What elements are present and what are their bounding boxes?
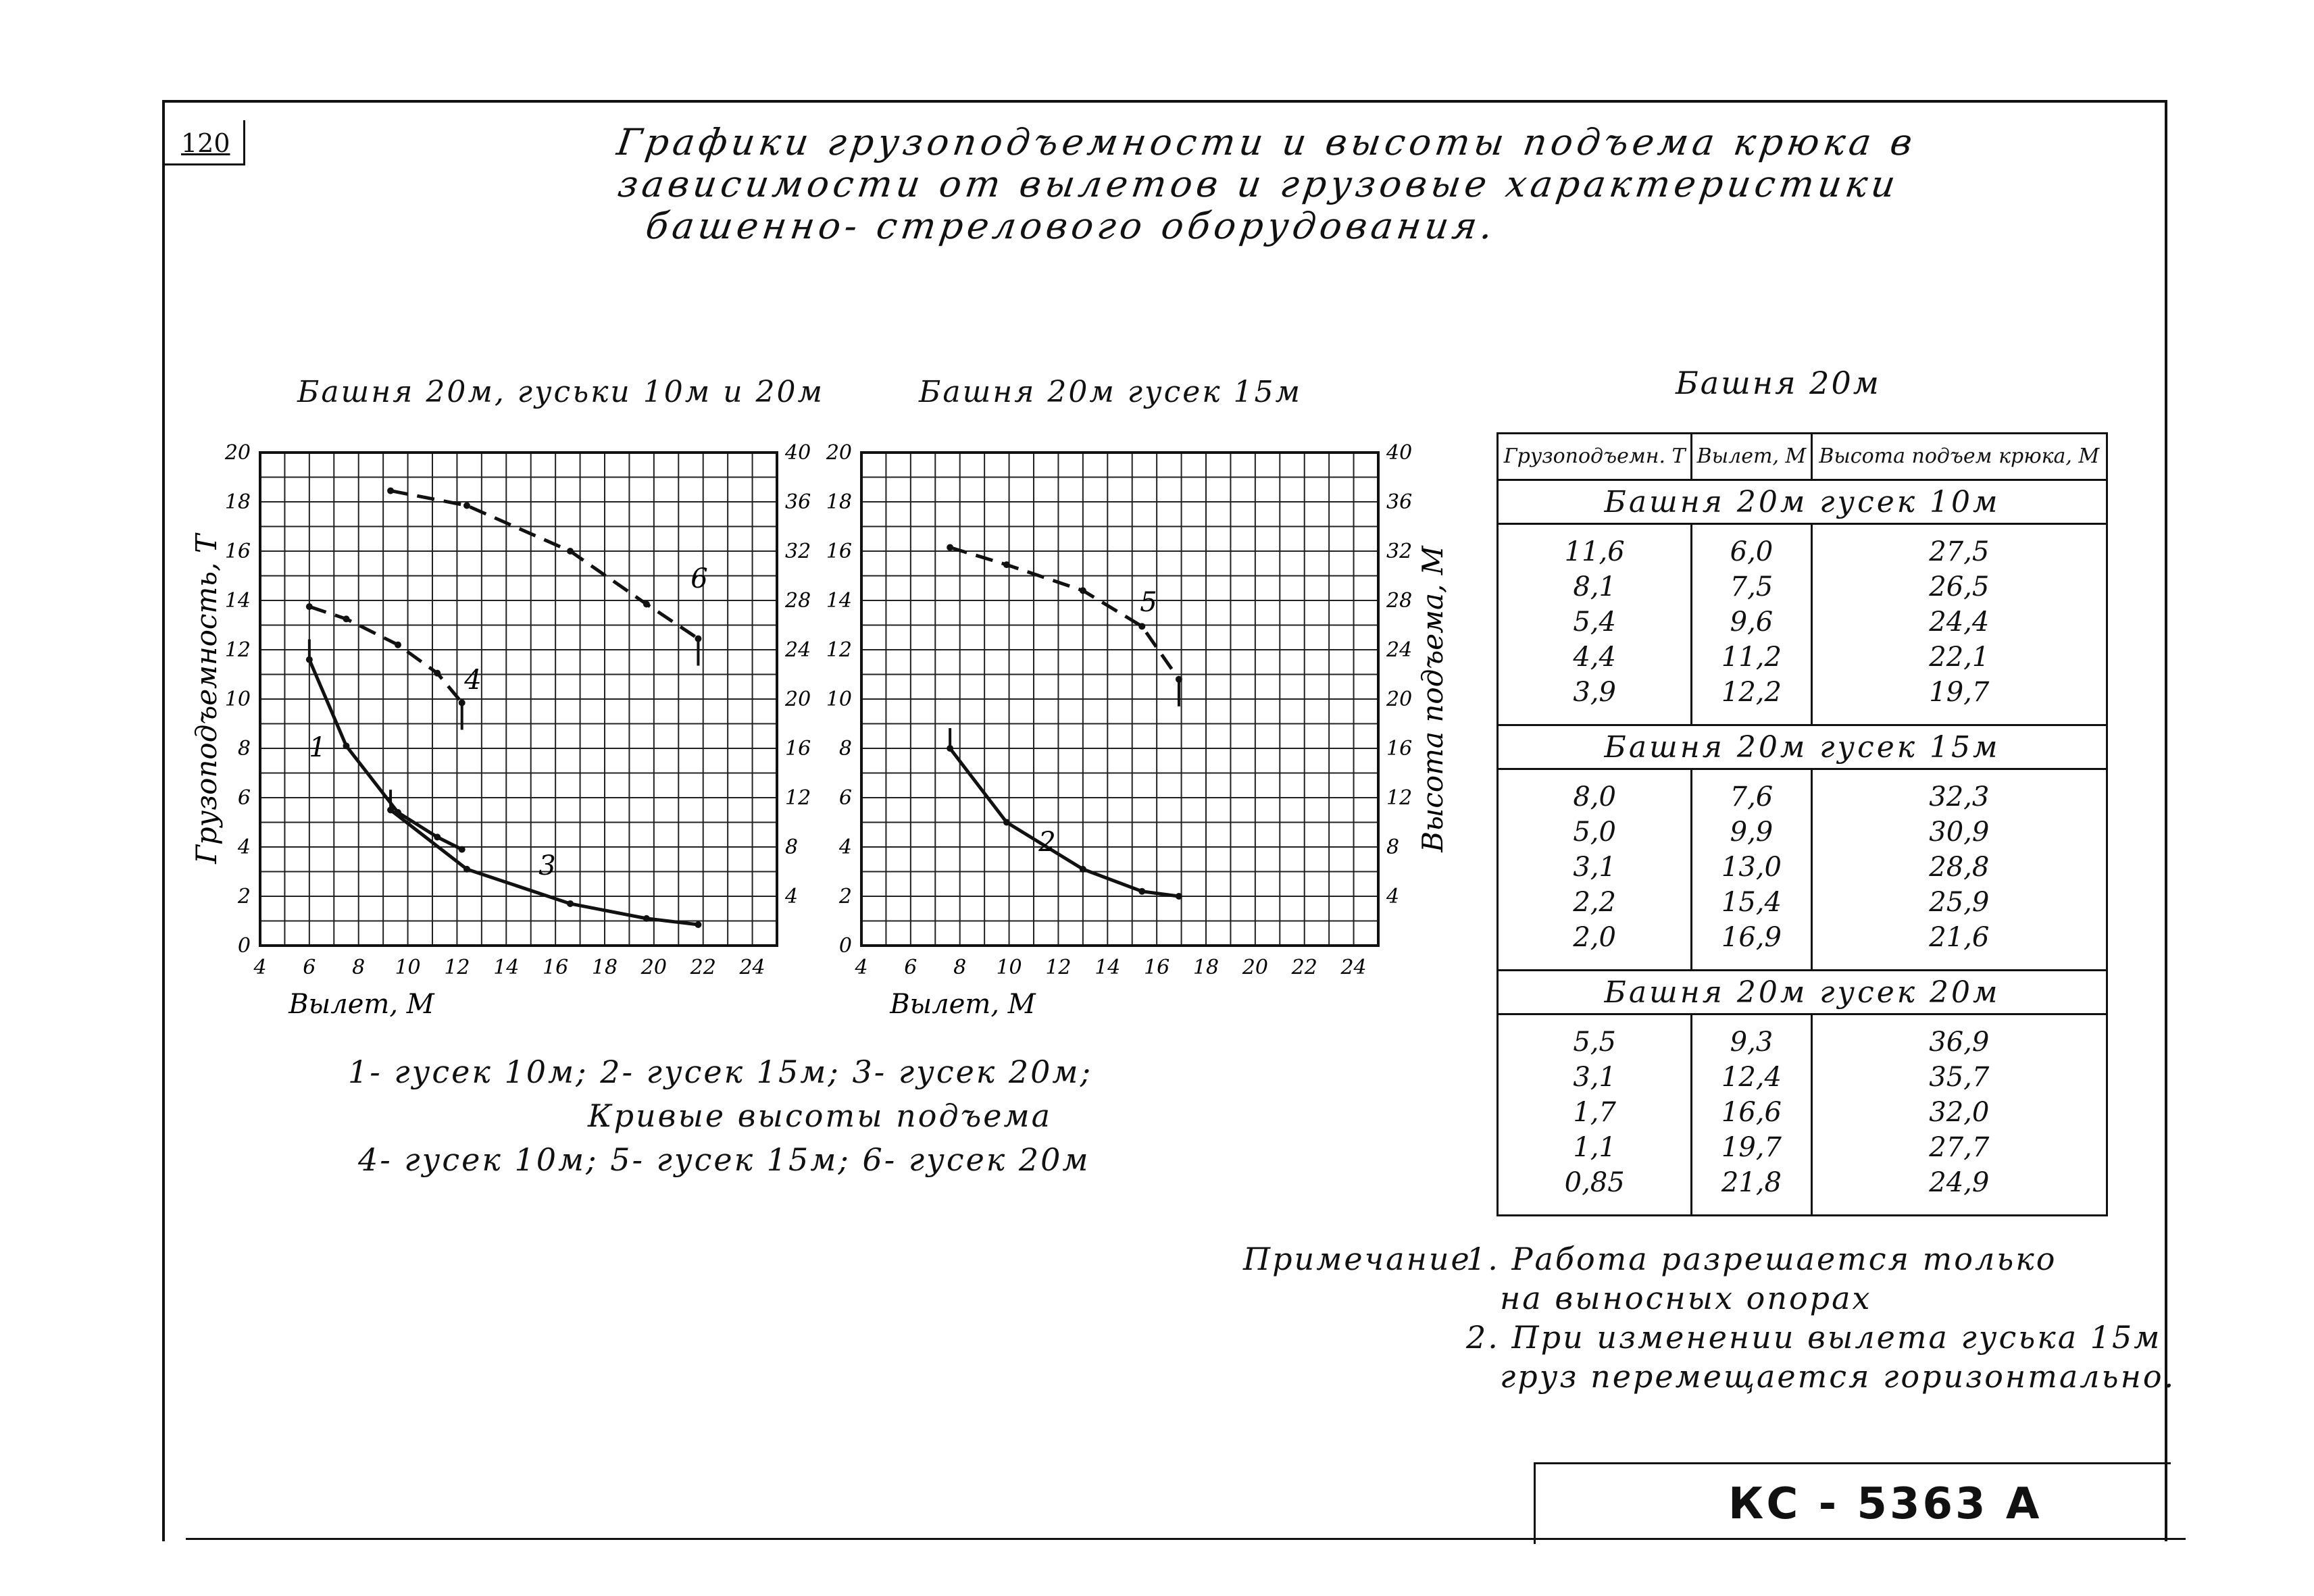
legend-line-1: 1- гусек 10м; 2- гусек 15м; 3- гусек 20м; <box>348 1054 1093 1090</box>
y2-tick-label: 32 <box>785 540 811 563</box>
x-tick-label: 14 <box>1095 956 1121 979</box>
x-tick-label: 18 <box>1192 956 1219 979</box>
y-tick-label: 10 <box>224 688 251 711</box>
series-label-6: 6 <box>690 563 708 594</box>
y2-axis-label: Высота подъема, М <box>1416 546 1449 852</box>
y2-tick-label: 24 <box>785 638 811 662</box>
table-value: 36,9 <box>1929 1027 1990 1058</box>
y-tick-label: 14 <box>224 589 251 613</box>
series-label-5: 5 <box>1140 587 1157 618</box>
y2-tick-label: 28 <box>785 589 811 613</box>
table-cell-load <box>1498 1014 1692 1216</box>
data-point-4 <box>343 615 350 622</box>
data-point-1 <box>459 846 466 853</box>
x-tick-label: 12 <box>444 956 470 979</box>
y-tick-label: 0 <box>237 934 251 958</box>
table-title: Башня 20м <box>1676 365 1881 401</box>
table-value: 3,9 <box>1573 677 1616 708</box>
table-value: 11,2 <box>1721 642 1782 673</box>
data-point-4 <box>306 603 313 610</box>
data-point-5 <box>1138 623 1145 629</box>
series-label-2: 2 <box>1038 827 1056 858</box>
table-value: 7,5 <box>1730 571 1774 602</box>
table-value: 3,1 <box>1573 1062 1616 1093</box>
data-point-4 <box>434 670 441 677</box>
table-cell-load <box>1498 524 1692 725</box>
x-tick-label: 16 <box>1144 956 1170 979</box>
model-code: КС - 5363 А <box>1728 1479 2042 1529</box>
x-tick-label: 4 <box>855 956 868 979</box>
table-value: 16,9 <box>1721 922 1782 953</box>
series-line-1 <box>309 660 462 850</box>
x-tick-label: 14 <box>493 956 520 979</box>
data-point-2 <box>1138 888 1145 895</box>
note-item-1: 1. Работа разрешается только <box>1466 1241 2057 1277</box>
x-tick-label: 10 <box>996 956 1022 979</box>
series-label-4: 4 <box>464 665 482 696</box>
y-tick-label: 18 <box>826 490 852 514</box>
table-value: 1,1 <box>1573 1132 1616 1163</box>
table-value: 15,4 <box>1721 887 1782 918</box>
table-value: 32,0 <box>1929 1097 1990 1128</box>
table-value: 30,9 <box>1929 817 1990 848</box>
legend-line-3: 4- гусек 10м; 5- гусек 15м; 6- гусек 20м <box>358 1141 1090 1178</box>
y2-tick-label: 4 <box>785 885 799 908</box>
table-value: 8,1 <box>1573 571 1616 602</box>
table-value: 27,5 <box>1929 536 1990 567</box>
y-tick-label: 20 <box>224 441 251 465</box>
table-value: 19,7 <box>1721 1132 1782 1163</box>
series-line-4 <box>309 607 462 702</box>
table-value: 8,0 <box>1573 781 1616 813</box>
table-cell-radius <box>1692 1014 1811 1216</box>
y2-tick-label: 8 <box>1386 835 1400 859</box>
y2-tick-label: 8 <box>785 835 799 859</box>
data-point-1 <box>434 833 441 840</box>
y2-tick-label: 16 <box>785 737 811 761</box>
left-chart-title: Башня 20м, гуськи 10м и 20м <box>297 375 824 409</box>
x-tick-label: 24 <box>739 956 765 979</box>
y2-tick-label: 36 <box>785 490 811 514</box>
y2-tick-label: 36 <box>1386 490 1413 514</box>
data-point-1 <box>343 742 350 749</box>
y-tick-label: 4 <box>237 835 251 859</box>
x-tick-label: 16 <box>543 956 569 979</box>
y-axis-label: Грузоподъемность, Т <box>190 534 223 864</box>
data-point-6 <box>463 502 470 509</box>
series-label-1: 1 <box>309 732 326 763</box>
title-line-1: Графики грузоподъемности и высоты подъема крюка в <box>614 121 1919 163</box>
x-tick-label: 20 <box>1242 956 1268 979</box>
drawing-stamp <box>1534 1462 2171 1544</box>
y2-tick-label: 32 <box>1386 540 1413 563</box>
x-tick-label: 8 <box>352 956 366 979</box>
table-value: 24,4 <box>1929 607 1990 638</box>
y2-tick-label: 40 <box>1386 441 1413 465</box>
y-tick-label: 2 <box>237 885 251 908</box>
table-value: 16,6 <box>1721 1097 1782 1128</box>
y-tick-label: 0 <box>838 934 852 958</box>
table-value: 24,9 <box>1929 1167 1990 1198</box>
table-row <box>1498 1014 2107 1216</box>
table-value: 0,85 <box>1564 1167 1625 1198</box>
table-value: 13,0 <box>1721 852 1782 883</box>
table-value: 5,0 <box>1573 817 1616 848</box>
table-value: 32,3 <box>1929 781 1990 813</box>
x-tick-label: 12 <box>1045 956 1072 979</box>
title-line-2: зависимости от вылетов и грузовые характеристики <box>615 163 1903 205</box>
table-cell-height <box>1811 1014 2107 1216</box>
table-value: 27,7 <box>1929 1132 1990 1163</box>
y-tick-label: 8 <box>838 737 852 761</box>
y-tick-label: 14 <box>826 589 852 613</box>
table-cell-height <box>1811 769 2107 971</box>
note-label: Примечание <box>1243 1241 1472 1277</box>
table-value: 26,5 <box>1929 571 1990 602</box>
header-height: Высота подъем крюка, М <box>1811 434 2107 480</box>
table-value: 12,2 <box>1721 677 1782 708</box>
table-section-1: Башня 20м гусек 10м <box>1498 480 2107 524</box>
data-point-3 <box>567 900 574 907</box>
data-point-4 <box>395 642 401 648</box>
title-line-3: башенно- стрелового оборудования. <box>643 205 1500 247</box>
data-point-6 <box>695 636 701 642</box>
table-section-2: Башня 20м гусек 15м <box>1498 725 2107 769</box>
note-item-2: 2. При изменении вылета гуська 15м <box>1466 1319 2162 1356</box>
y-tick-label: 20 <box>826 441 852 465</box>
data-point-1 <box>306 657 313 663</box>
table-value: 9,3 <box>1730 1027 1774 1058</box>
y2-tick-label: 4 <box>1386 885 1400 908</box>
data-point-5 <box>947 544 953 551</box>
x-tick-label: 18 <box>591 956 618 979</box>
table-value: 2,0 <box>1573 922 1616 953</box>
data-point-3 <box>643 915 650 922</box>
load-table <box>1496 432 2108 1216</box>
table-row <box>1498 769 2107 971</box>
table-value: 3,1 <box>1573 852 1616 883</box>
table-row <box>1498 524 2107 725</box>
y2-tick-label: 12 <box>1386 786 1413 810</box>
table-cell-radius <box>1692 769 1811 971</box>
y2-tick-label: 12 <box>785 786 811 810</box>
y-tick-label: 8 <box>237 737 251 761</box>
x-tick-label: 22 <box>690 956 716 979</box>
y-tick-label: 2 <box>838 885 852 908</box>
series-label-3: 3 <box>538 850 556 881</box>
y-tick-label: 16 <box>224 540 251 563</box>
data-point-4 <box>459 699 466 706</box>
table-cell-load <box>1498 769 1692 971</box>
x-tick-label: 4 <box>253 956 267 979</box>
table-value: 5,4 <box>1573 607 1616 638</box>
note-item-2b: груз перемещается горизонтально. <box>1500 1358 2176 1395</box>
data-point-3 <box>463 866 470 873</box>
table-value: 21,8 <box>1721 1167 1782 1198</box>
data-point-6 <box>387 488 394 494</box>
data-point-3 <box>387 806 394 813</box>
right-chart-title: Башня 20м гусек 15м <box>919 375 1302 409</box>
y2-tick-label: 28 <box>1386 589 1413 613</box>
table-value: 22,1 <box>1929 642 1990 673</box>
x-tick-label: 6 <box>904 956 917 979</box>
table-value: 12,4 <box>1721 1062 1782 1093</box>
data-point-2 <box>1003 819 1010 826</box>
y2-tick-label: 40 <box>785 441 811 465</box>
header-load: Грузоподъемн. Т <box>1498 434 1692 480</box>
table-value: 5,5 <box>1573 1027 1616 1058</box>
y2-tick-label: 24 <box>1386 638 1413 662</box>
table-value: 2,2 <box>1573 887 1616 918</box>
table-value: 28,8 <box>1929 852 1990 883</box>
y-tick-label: 6 <box>237 786 251 810</box>
table-value: 19,7 <box>1929 677 1990 708</box>
table-value: 35,7 <box>1929 1062 1990 1093</box>
header-radius: Вылет, М <box>1692 434 1811 480</box>
table-value: 7,6 <box>1730 781 1774 813</box>
table-cell-height <box>1811 524 2107 725</box>
x-tick-label: 8 <box>953 956 967 979</box>
table-value: 4,4 <box>1573 642 1616 673</box>
data-point-5 <box>1080 587 1086 594</box>
load-table-wrapper <box>1496 432 2105 1216</box>
y2-tick-label: 16 <box>1386 737 1413 761</box>
table-value: 9,6 <box>1730 607 1774 638</box>
page-number: 120 <box>181 128 230 158</box>
x-tick-label: 10 <box>395 956 421 979</box>
x-tick-label: 6 <box>303 956 316 979</box>
y-tick-label: 12 <box>224 638 251 662</box>
x-tick-label: 20 <box>640 956 667 979</box>
data-point-3 <box>695 921 701 928</box>
y-tick-label: 16 <box>826 540 852 563</box>
y2-tick-label: 20 <box>1386 688 1413 711</box>
y2-tick-label: 20 <box>785 688 811 711</box>
table-value: 11,6 <box>1564 536 1625 567</box>
y-tick-label: 6 <box>838 786 852 810</box>
data-point-6 <box>567 548 574 555</box>
y-tick-label: 12 <box>826 638 852 662</box>
table-value: 21,6 <box>1929 922 1990 953</box>
table-value: 1,7 <box>1573 1097 1616 1128</box>
table-cell-radius <box>1692 524 1811 725</box>
series-line-6 <box>391 491 698 639</box>
x-axis-label: Вылет, М <box>890 989 1036 1020</box>
table-value: 6,0 <box>1730 536 1774 567</box>
data-point-5 <box>1176 676 1182 683</box>
legend-line-2: Кривые высоты подъема <box>588 1098 1053 1134</box>
table-value: 25,9 <box>1929 887 1990 918</box>
x-tick-label: 24 <box>1340 956 1367 979</box>
data-point-2 <box>1176 893 1182 900</box>
data-point-5 <box>1003 561 1010 568</box>
data-point-2 <box>947 745 953 752</box>
y-tick-label: 10 <box>826 688 852 711</box>
table-value: 9,9 <box>1730 817 1774 848</box>
y-tick-label: 18 <box>224 490 251 514</box>
data-point-6 <box>643 600 650 607</box>
x-axis-label: Вылет, М <box>288 989 434 1020</box>
x-tick-label: 22 <box>1291 956 1317 979</box>
note-item-1b: на выносных опорах <box>1500 1280 1872 1316</box>
table-section-3: Башня 20м гусек 20м <box>1498 971 2107 1014</box>
data-point-2 <box>1080 866 1086 873</box>
y-tick-label: 4 <box>838 835 852 859</box>
